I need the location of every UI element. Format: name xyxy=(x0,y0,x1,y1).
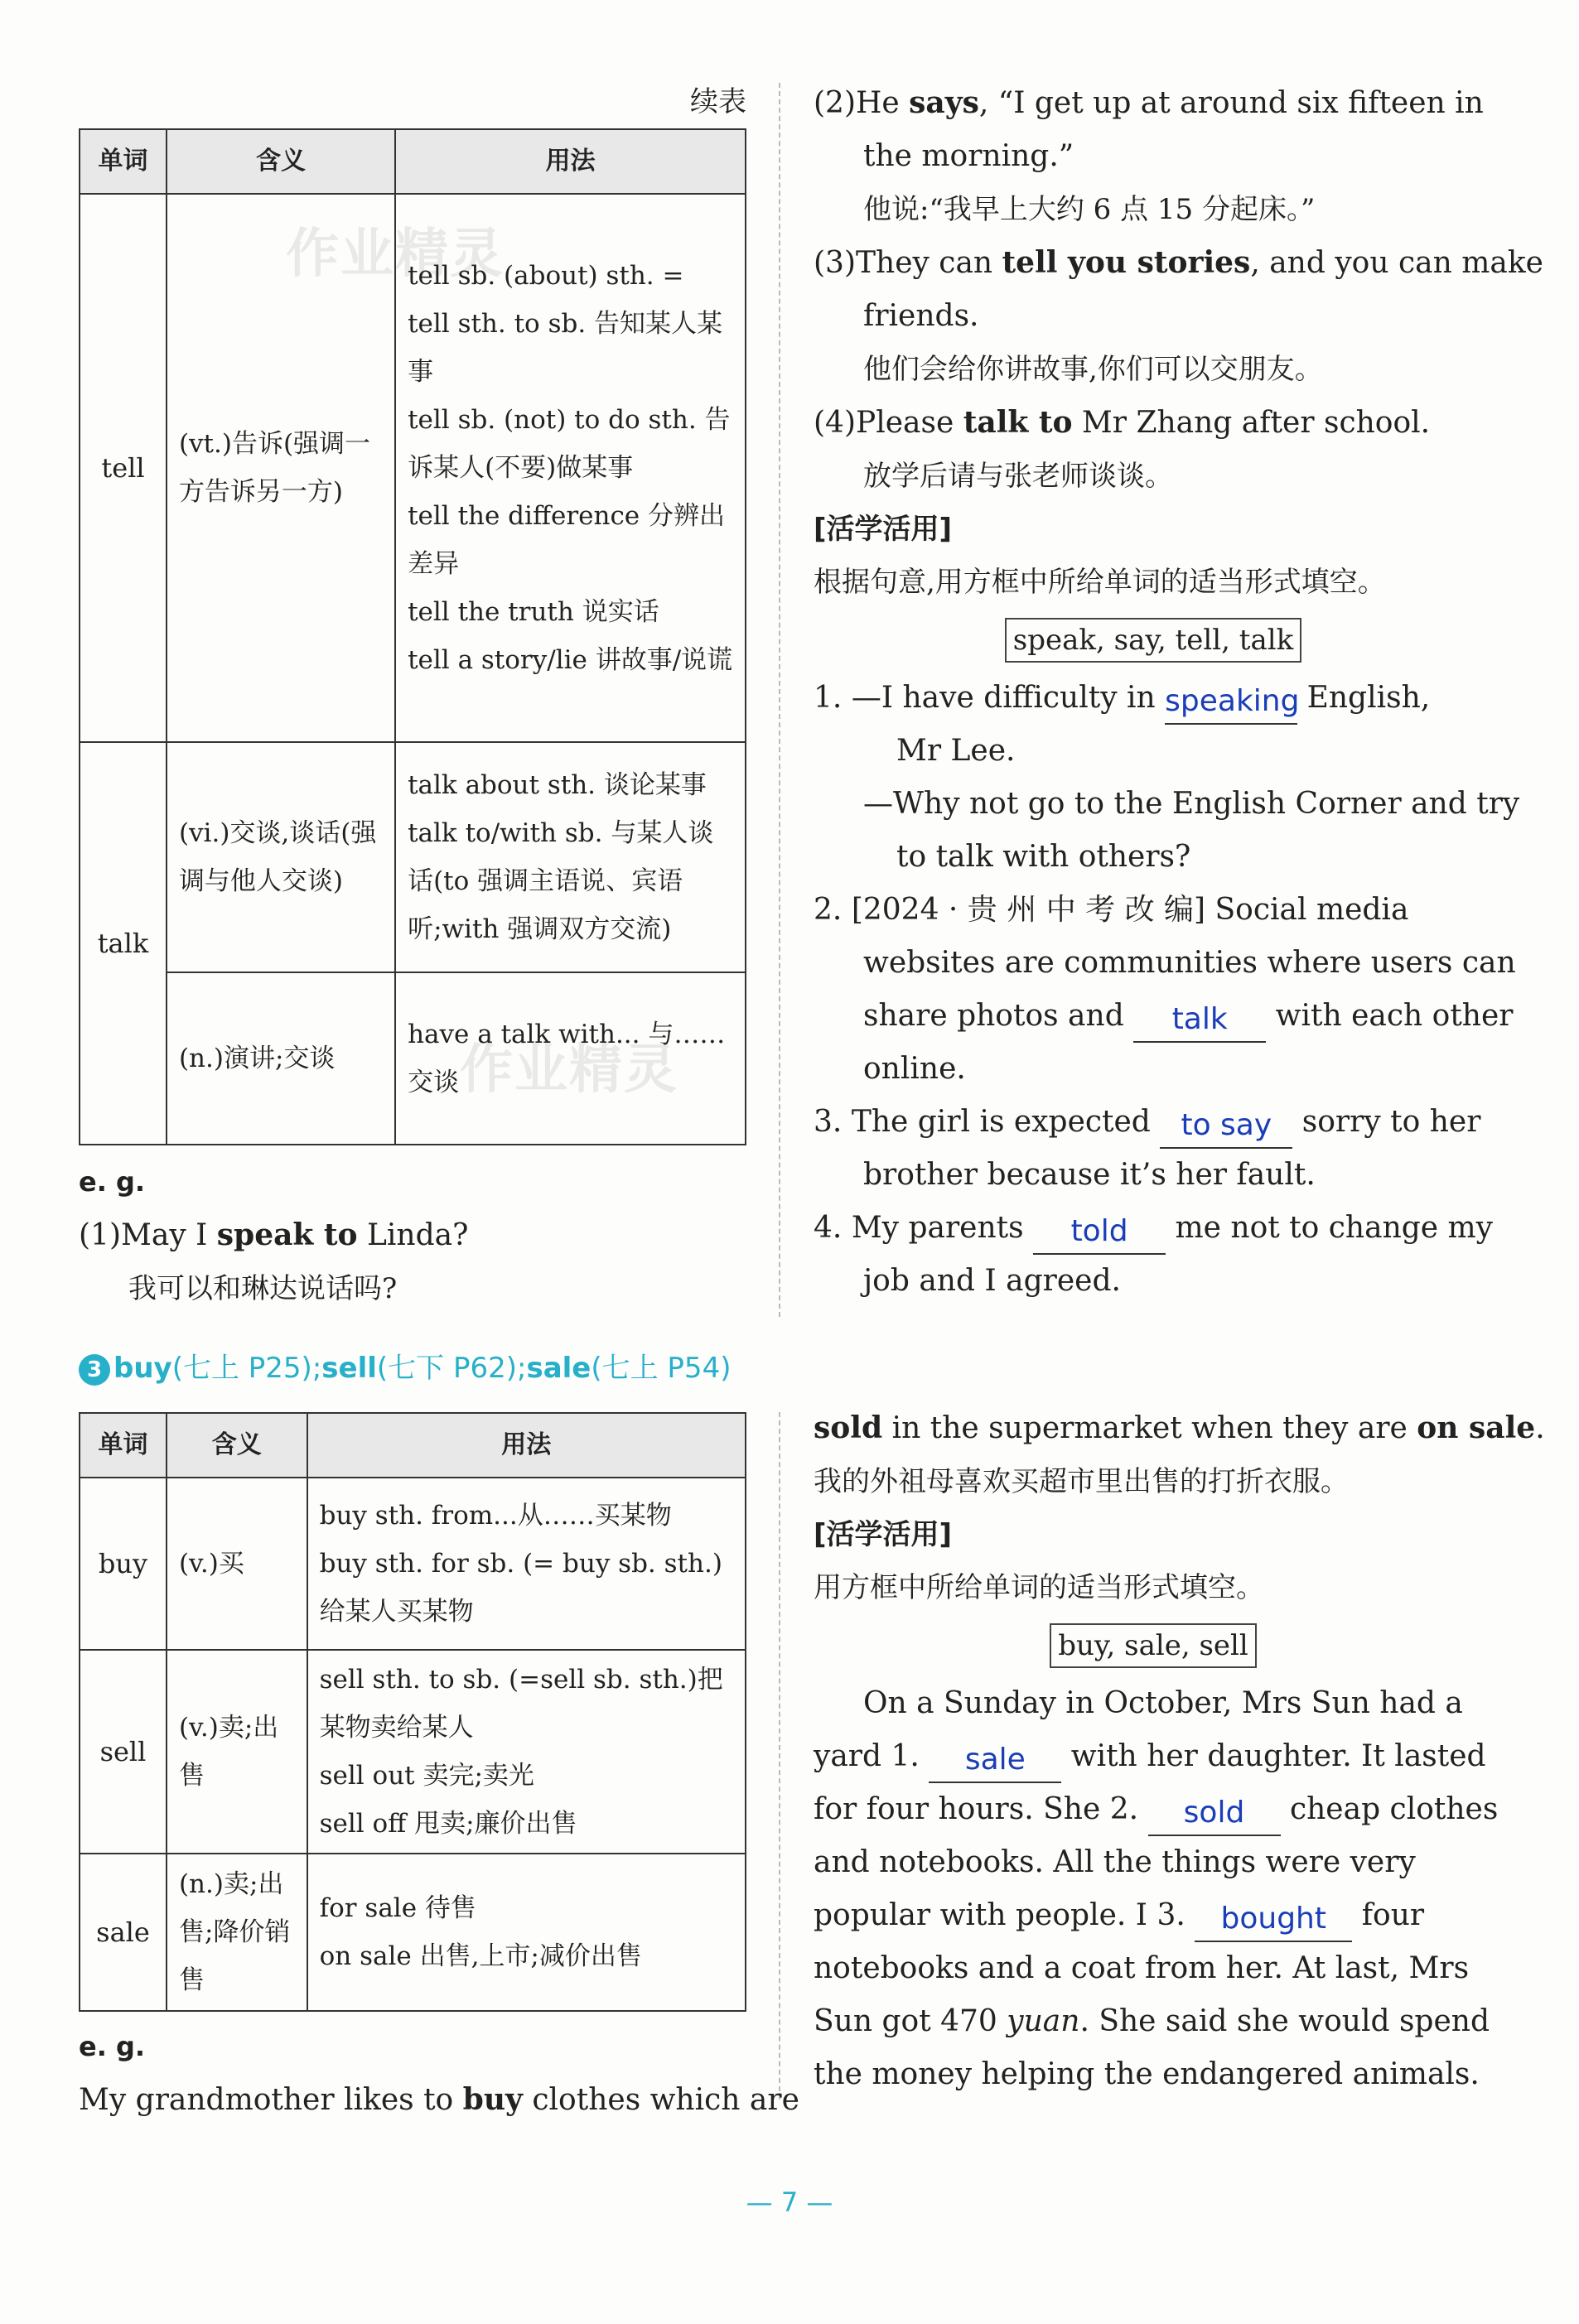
continued-label: 续表 xyxy=(690,85,746,118)
heading-word: sell xyxy=(321,1352,377,1385)
example-sentence xyxy=(814,1401,1545,1455)
text-run: (1)May I xyxy=(79,1218,217,1252)
table-row xyxy=(80,194,746,742)
word-box: speak, say, tell, talk xyxy=(1005,618,1301,663)
tell-talk-table xyxy=(79,128,746,1145)
header-word: 单词 xyxy=(80,129,167,194)
heading-ref: (七上 P25); xyxy=(171,1352,322,1385)
word-box-row xyxy=(814,1614,1493,1677)
question-4 xyxy=(814,1202,1493,1255)
answer-blank[interactable]: told xyxy=(1033,1210,1166,1255)
heading-word: sale xyxy=(526,1352,592,1385)
question-text: brother because it’s her fault. xyxy=(863,1158,1316,1192)
usage-item: talk about sth. 谈论某事 xyxy=(408,770,707,800)
usage-cell xyxy=(307,1854,746,2011)
header-usage: 用法 xyxy=(395,129,746,194)
heading-word: buy xyxy=(113,1352,172,1385)
text-run: Sun got 470 xyxy=(814,2004,1007,2038)
question-number: 1. xyxy=(814,681,843,715)
table-row xyxy=(80,972,746,1145)
usage-item: tell sb. (about) sth. = tell sth. to sb. 告知某人某事 xyxy=(408,261,723,387)
question-text: online. xyxy=(863,1052,966,1086)
italic-word: yuan xyxy=(1007,2004,1080,2038)
header-usage: 用法 xyxy=(307,1413,746,1478)
question-text: job and I agreed. xyxy=(863,1264,1121,1298)
text-run: with each other xyxy=(1275,999,1514,1033)
bold-phrase: sold xyxy=(814,1410,883,1445)
word-cell: tell xyxy=(80,194,167,742)
example-continuation: friends. xyxy=(863,299,979,333)
text-run: —I have difficulty in xyxy=(851,681,1156,715)
example-sentence xyxy=(79,1208,746,1262)
bold-phrase: speak to xyxy=(216,1217,358,1252)
header-word: 单词 xyxy=(80,1413,167,1478)
usage-item: tell the truth 说实话 xyxy=(408,597,659,627)
text-run: , and you can make xyxy=(1250,246,1543,280)
text-run: , “I get up at around six fifteen in xyxy=(978,86,1484,120)
passage-line xyxy=(814,1730,1493,1783)
answer-blank[interactable]: talk xyxy=(1133,998,1266,1043)
question-text: websites are communities where users can xyxy=(863,946,1516,980)
example-continuation: the morning.” xyxy=(863,139,1074,173)
text-run: sorry to her xyxy=(1301,1105,1481,1139)
top-left-column xyxy=(79,79,746,1315)
page-number: — 7 — xyxy=(746,2187,833,2218)
example-translation: 放学后请与张老师谈谈。 xyxy=(863,460,1173,493)
bold-phrase: tell you stories xyxy=(1002,245,1251,280)
text-run: four xyxy=(1361,1898,1425,1932)
passage-line xyxy=(814,1889,1493,1942)
answer-blank[interactable]: bought xyxy=(1195,1897,1352,1942)
column-divider xyxy=(779,83,780,1317)
practice-title: [活学活用] xyxy=(814,1518,953,1551)
text-run: My parents xyxy=(851,1211,1024,1245)
meaning-cell: (v.)买 xyxy=(167,1478,307,1650)
passage-line: On a Sunday in October, Mrs Sun had a xyxy=(863,1686,1463,1720)
bold-phrase: talk to xyxy=(963,405,1073,440)
watermark: 作业精灵 xyxy=(286,224,505,285)
word-cell: buy xyxy=(80,1478,167,1650)
usage-cell xyxy=(307,1650,746,1854)
header-meaning: 含义 xyxy=(167,1413,307,1478)
bottom-right-column xyxy=(814,1401,1545,2101)
practice-title: [活学活用] xyxy=(814,513,953,546)
text-run: English, xyxy=(1306,681,1431,715)
table-header-row xyxy=(80,129,746,194)
meaning-cell: (n.)卖;出售;降价销售 xyxy=(167,1854,307,2011)
usage-cell xyxy=(395,194,746,742)
table-row xyxy=(80,1478,746,1650)
meaning-cell: (v.)卖;出售 xyxy=(167,1650,307,1854)
practice-instruction: 根据句意,用方框中所给单词的适当形式填空。 xyxy=(814,566,1386,599)
text-run: (4)Please xyxy=(814,406,963,440)
example-sentence xyxy=(814,236,1543,290)
example-sentence xyxy=(79,2073,799,2127)
text-run: Mr Zhang after school. xyxy=(1072,406,1431,440)
text-run: . She said she would spend xyxy=(1079,2004,1490,2038)
question-text: —Why not go to the English Corner and try xyxy=(863,787,1520,821)
text-run: share photos and xyxy=(863,999,1124,1033)
word-cell: talk xyxy=(80,742,167,1145)
text-run: . xyxy=(1535,1411,1545,1445)
bold-phrase: on sale xyxy=(1417,1410,1536,1445)
usage-item: for sale 待售 xyxy=(319,1893,476,1923)
text-run: (2)He xyxy=(814,86,910,120)
passage-line: the money helping the endangered animals. xyxy=(814,2057,1480,2091)
question-2 xyxy=(814,884,1493,937)
text-run: clothes which are xyxy=(522,2083,799,2117)
usage-item: buy sth. for sb. (= buy sb. sth.)给某人买某物 xyxy=(319,1549,722,1627)
heading-ref: (七下 P62); xyxy=(376,1352,527,1385)
text-run: (3)They can xyxy=(814,246,1002,280)
column-divider xyxy=(779,1412,780,2100)
bold-phrase: says xyxy=(909,85,979,120)
text-run: with her daughter. It lasted xyxy=(1070,1739,1486,1773)
text-run: The girl is expected xyxy=(851,1105,1151,1139)
text-run: Linda? xyxy=(357,1218,469,1252)
answer-blank[interactable]: to say xyxy=(1160,1104,1292,1149)
usage-item: buy sth. from...从……买某物 xyxy=(319,1501,672,1531)
usage-item: sell off 甩卖;廉价出售 xyxy=(319,1809,577,1839)
example-translation: 我可以和琳达说话吗? xyxy=(128,1272,398,1305)
meaning-cell: (n.)演讲;交谈 xyxy=(167,972,395,1145)
usage-item: have a talk with... 与……交谈 xyxy=(408,1020,726,1097)
eg-label: e. g. xyxy=(79,2031,146,2062)
bottom-left-column xyxy=(79,1412,799,2127)
question-text: to talk with others? xyxy=(896,840,1191,874)
heading-ref: (七上 P54) xyxy=(591,1352,732,1385)
section-number-icon: 3 xyxy=(79,1354,110,1386)
usage-item: tell sb. (not) to do sth. 告诉某人(不要)做某事 xyxy=(408,405,731,483)
table-row xyxy=(80,1854,746,2011)
word-cell: sell xyxy=(80,1650,167,1854)
word-box-row xyxy=(814,609,1493,672)
buy-sell-sale-table xyxy=(79,1412,746,2012)
eg-label: e. g. xyxy=(79,1166,146,1198)
text-run: yard 1. xyxy=(814,1739,920,1773)
question-3 xyxy=(814,1096,1493,1149)
text-run: popular with people. I 3. xyxy=(814,1898,1185,1932)
watermark: 作业精灵 xyxy=(460,1039,678,1101)
table-row xyxy=(80,1650,746,1854)
top-right-column xyxy=(814,76,1543,1308)
text-run: cheap clothes xyxy=(1289,1792,1499,1826)
text-run: me not to change my xyxy=(1175,1211,1494,1245)
example-translation: 他们会给你讲故事,你们可以交朋友。 xyxy=(863,353,1323,386)
text-run: in the supermarket when they are xyxy=(882,1411,1417,1445)
usage-cell xyxy=(395,742,746,972)
word-cell: sale xyxy=(80,1854,167,2011)
text-run: [2024 · 贵 州 中 考 改 编] Social media xyxy=(851,893,1409,927)
question-1 xyxy=(814,672,1493,725)
example-translation: 我的外祖母喜欢买超市里出售的打折衣服。 xyxy=(814,1465,1349,1498)
usage-cell xyxy=(395,972,746,1145)
usage-item: sell sth. to sb. (=sell sb. sth.)把某物卖给某人 xyxy=(319,1665,723,1743)
meaning-cell: (vt.)告诉(强调一方告诉另一方) xyxy=(167,194,395,742)
question-text xyxy=(814,990,1514,1043)
passage-line: and notebooks. All the things were very xyxy=(814,1845,1416,1879)
passage-line: notebooks and a coat from her. At last, Mrs xyxy=(814,1951,1470,1985)
practice-instruction: 用方框中所给单词的适当形式填空。 xyxy=(814,1571,1264,1604)
bold-phrase: buy xyxy=(462,2082,523,2117)
header-meaning: 含义 xyxy=(167,129,395,194)
answer-blank[interactable]: sale xyxy=(929,1738,1061,1783)
table-header-row xyxy=(80,1413,746,1478)
text-run: for four hours. She 2. xyxy=(814,1792,1139,1826)
text-run: My grandmother likes to xyxy=(79,2083,463,2117)
usage-item: talk to/with sb. 与某人谈话(to 强调主语说、宾语听;with 强调双方交流) xyxy=(408,818,714,944)
usage-item: tell a story/lie 讲故事/说谎 xyxy=(408,645,733,675)
answer-blank[interactable]: sold xyxy=(1148,1791,1281,1836)
usage-cell xyxy=(307,1478,746,1650)
usage-item: tell the difference 分辨出差异 xyxy=(408,501,726,579)
question-number: 4. xyxy=(814,1211,843,1245)
passage-line xyxy=(814,1783,1499,1836)
meaning-cell: (vi.)交谈,谈话(强调与他人交谈) xyxy=(167,742,395,972)
section-heading xyxy=(79,1342,824,1395)
question-number: 2. xyxy=(814,893,843,927)
example-sentence xyxy=(814,76,1493,130)
question-number: 3. xyxy=(814,1105,843,1139)
table-row xyxy=(80,742,746,972)
example-translation: 他说:“我早上大约 6 点 15 分起床。” xyxy=(863,193,1316,226)
word-box: buy, sale, sell xyxy=(1050,1623,1257,1668)
usage-item: on sale 出售,上市;减价出售 xyxy=(319,1941,642,1971)
answer-blank[interactable]: speaking xyxy=(1165,680,1297,725)
passage-line xyxy=(814,1995,1493,2048)
usage-item: sell out 卖完;卖光 xyxy=(319,1761,534,1791)
question-text: Mr Lee. xyxy=(896,734,1016,768)
example-sentence xyxy=(814,396,1493,450)
